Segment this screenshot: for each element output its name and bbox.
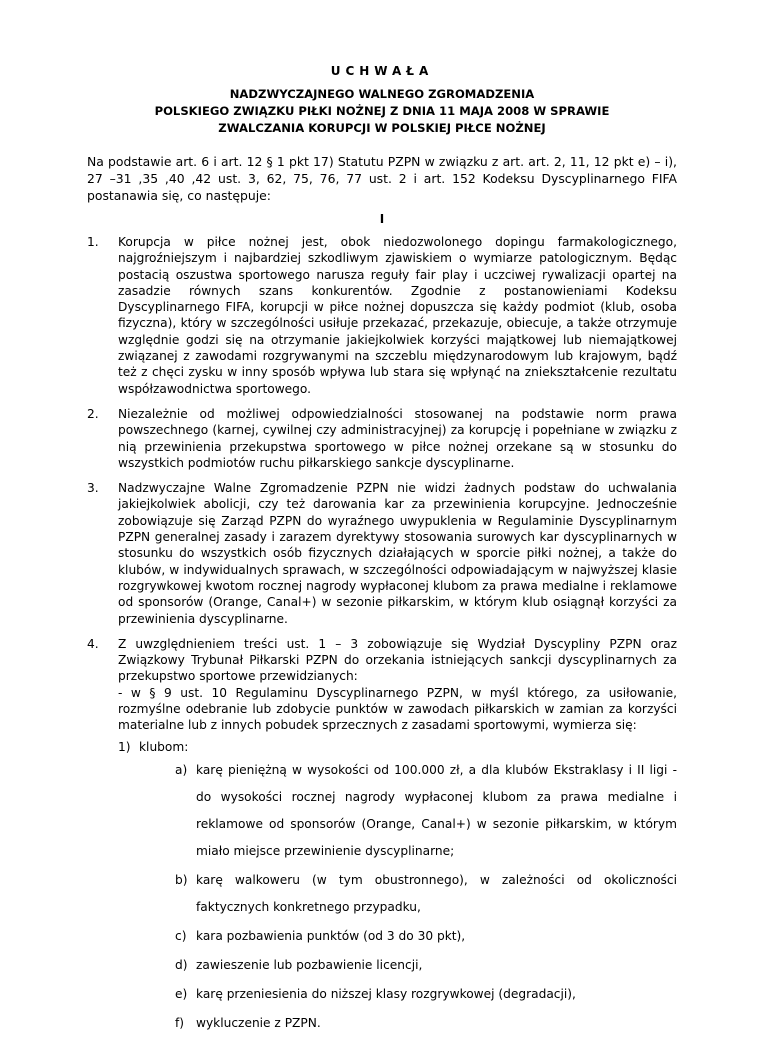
document-subtitle (87, 86, 677, 137)
penalty-letter: b) (175, 872, 188, 887)
document-page (87, 0, 677, 1046)
subtitle-line: ZWALCZANIA KORUPCJI W POLSKIEJ PIŁCE NOŻNEJ (218, 121, 546, 135)
subtitle-line: NADZWYCZAJNEGO WALNEGO ZGROMADZENIA (229, 87, 535, 101)
penalty-item (175, 1010, 677, 1037)
penalty-text: zawieszenie lub pozbawienie licencji, (196, 957, 423, 972)
item-text: Korupcja w piłce nożnej jest, obok niedozwolonego dopingu farmakologicznego, najgroźniejszym i najbardziej szkodliwym zjawiskiem o wymiarze patologicznym. Będąc postacią oszustwa sportowego narusza reguły fair play i uczciwej rywalizacji opartej na zasadzie równych szans konkurentów. Zgodnie z postanowieniami Kodeksu Dyscyplinarnego FIFA, korupcji w piłce nożnej dopuszcza się każdy podmiot (klub, osoba fizyczna), który w szczególności usiłuje przekazać, przekazuje, obiecuje, a także otrzymuje względnie godzi się na otrzymanie jakiejkolwiek korzyści majątkowej lub niemajątkowej związanej z zawodami rozgrywanymi na szczeblu międzynarodowym lub krajowym, bądź też z chęci zysku w inny sposób wpływa lub stara się wpłynąć na zniekształcenie rezultatu współzawodnictwa sportowego. (118, 235, 677, 396)
penalty-item (175, 981, 677, 1008)
item-text: Niezależnie od możliwej odpowiedzialności stosowanej na podstawie norm prawa powszechnego (karnej, cywilnej czy administracyjnej) za korupcję i popełniane w związku z nią przewinienia przekupstwa sportowego w piłce nożnej orzekane są w stosunku do wszystkich podmiotów ruchu piłkarskiego sankcje dyscyplinarne. (118, 406, 677, 470)
penalty-text: karę pieniężną w wysokości od 100.000 zł, a dla klubów Ekstraklasy i II ligi - do wysokości rocznej nagrody wypłaconej klubom za prawa medialne i reklamowe od sponsorów (Orange, Canal+) w sezonie piłkarskim, w którym miało miejsce przewinienie dyscyplinarne; (196, 762, 677, 858)
sub-item-number: 1) (118, 739, 131, 754)
section-number: I (379, 212, 385, 226)
penalty-item (175, 952, 677, 979)
penalty-item (175, 757, 677, 865)
list-item (87, 636, 677, 1037)
penalty-letter: c) (175, 928, 187, 943)
sub-item-label: klubom: (139, 739, 189, 754)
item-text: Z uwzględnieniem treści ust. 1 – 3 zobowiązuje się Wydział Dyscypliny PZPN oraz Związkowy Trybunał Piłkarski PZPN do orzekania istniejących sankcji dyscyplinarnych za przekupstwo sportowe przewidzianych: (118, 636, 677, 684)
penalty-text: karę walkoweru (w tym obustronnego), w zależności od okoliczności faktycznych konkretnego przypadku, (196, 872, 677, 914)
penalty-text: kara pozbawienia punktów (od 3 do 30 pkt), (196, 928, 466, 943)
penalty-letter: d) (175, 957, 188, 972)
item-text: Nadzwyczajne Walne Zgromadzenie PZPN nie widzi żadnych podstaw do uchwalania jakiejkolwiek abolicji, czy też darowania kar za przewinienia korupcyjne. Jednocześnie zobowiązuje się Zarząd PZPN do wyraźnego uwypuklenia w Regulaminie Dyscyplinarnym PZPN generalnej zasady i zarazem dyrektywy stosowania surowych kar dyscyplinarnych w stosunku do wszystkich osób fizycznych działających w sporcie piłki nożnej, a także do klubów, w indywidualnych sprawach, w szczególności odpowiadającym w najwyższej klasie rozgrywkowej kwotom rocznej nagrody wypłaconej klubom za prawa medialne i reklamowe od sponsorów (Orange, Canal+) w sezonie piłkarskim, w którym klub osiągnął korzyści za przewinienia dyscyplinarne. (118, 481, 677, 626)
item-number: 1. (87, 235, 99, 249)
penalty-item (175, 923, 677, 950)
document-title: UCHWAŁA (330, 64, 434, 78)
intro-paragraph: Na podstawie art. 6 i art. 12 § 1 pkt 17) Statutu PZPN w związku z art. art. 2, 11, 12 pkt e) – i), 27 –31 ,35 ,40 ,42 ust. 3, 62, 75, 76, 77 ust. 2 i art. 152 Kodeksu Dyscyplinarnego FIFA postanawia się, co następuje: (87, 154, 677, 203)
item-number: 3. (87, 481, 99, 496)
penalty-text: karę przeniesienia do niższej klasy rozgrywkowej (degradacji), (196, 986, 576, 1001)
penalty-letter: a) (175, 762, 188, 777)
item-number: 4. (87, 636, 99, 651)
list-item (87, 480, 677, 627)
penalty-item (175, 867, 677, 921)
list-item (87, 406, 677, 471)
sub-list-item (118, 739, 677, 755)
penalty-list (175, 757, 677, 1037)
penalty-text: wykluczenie z PZPN. (196, 1015, 321, 1030)
subtitle-line: POLSKIEGO ZWIĄZKU PIŁKI NOŻNEJ Z DNIA 11 MAJA 2008 W SPRAWIE (154, 104, 610, 118)
item-dash-paragraph: - w § 9 ust. 10 Regulaminu Dyscyplinarnego PZPN, w myśl którego, za usiłowanie, rozmyślne odebranie lub zdobycie punktów w zawodach piłkarskich w zamian za korzyści materialne lub z innych pobudek sprzecznych z zasadami sportowymi, wymierza się: (118, 685, 677, 733)
list-item (87, 234, 677, 397)
penalty-letter: f) (175, 1015, 185, 1030)
penalty-letter: e) (175, 986, 188, 1001)
item-number: 2. (87, 406, 99, 421)
